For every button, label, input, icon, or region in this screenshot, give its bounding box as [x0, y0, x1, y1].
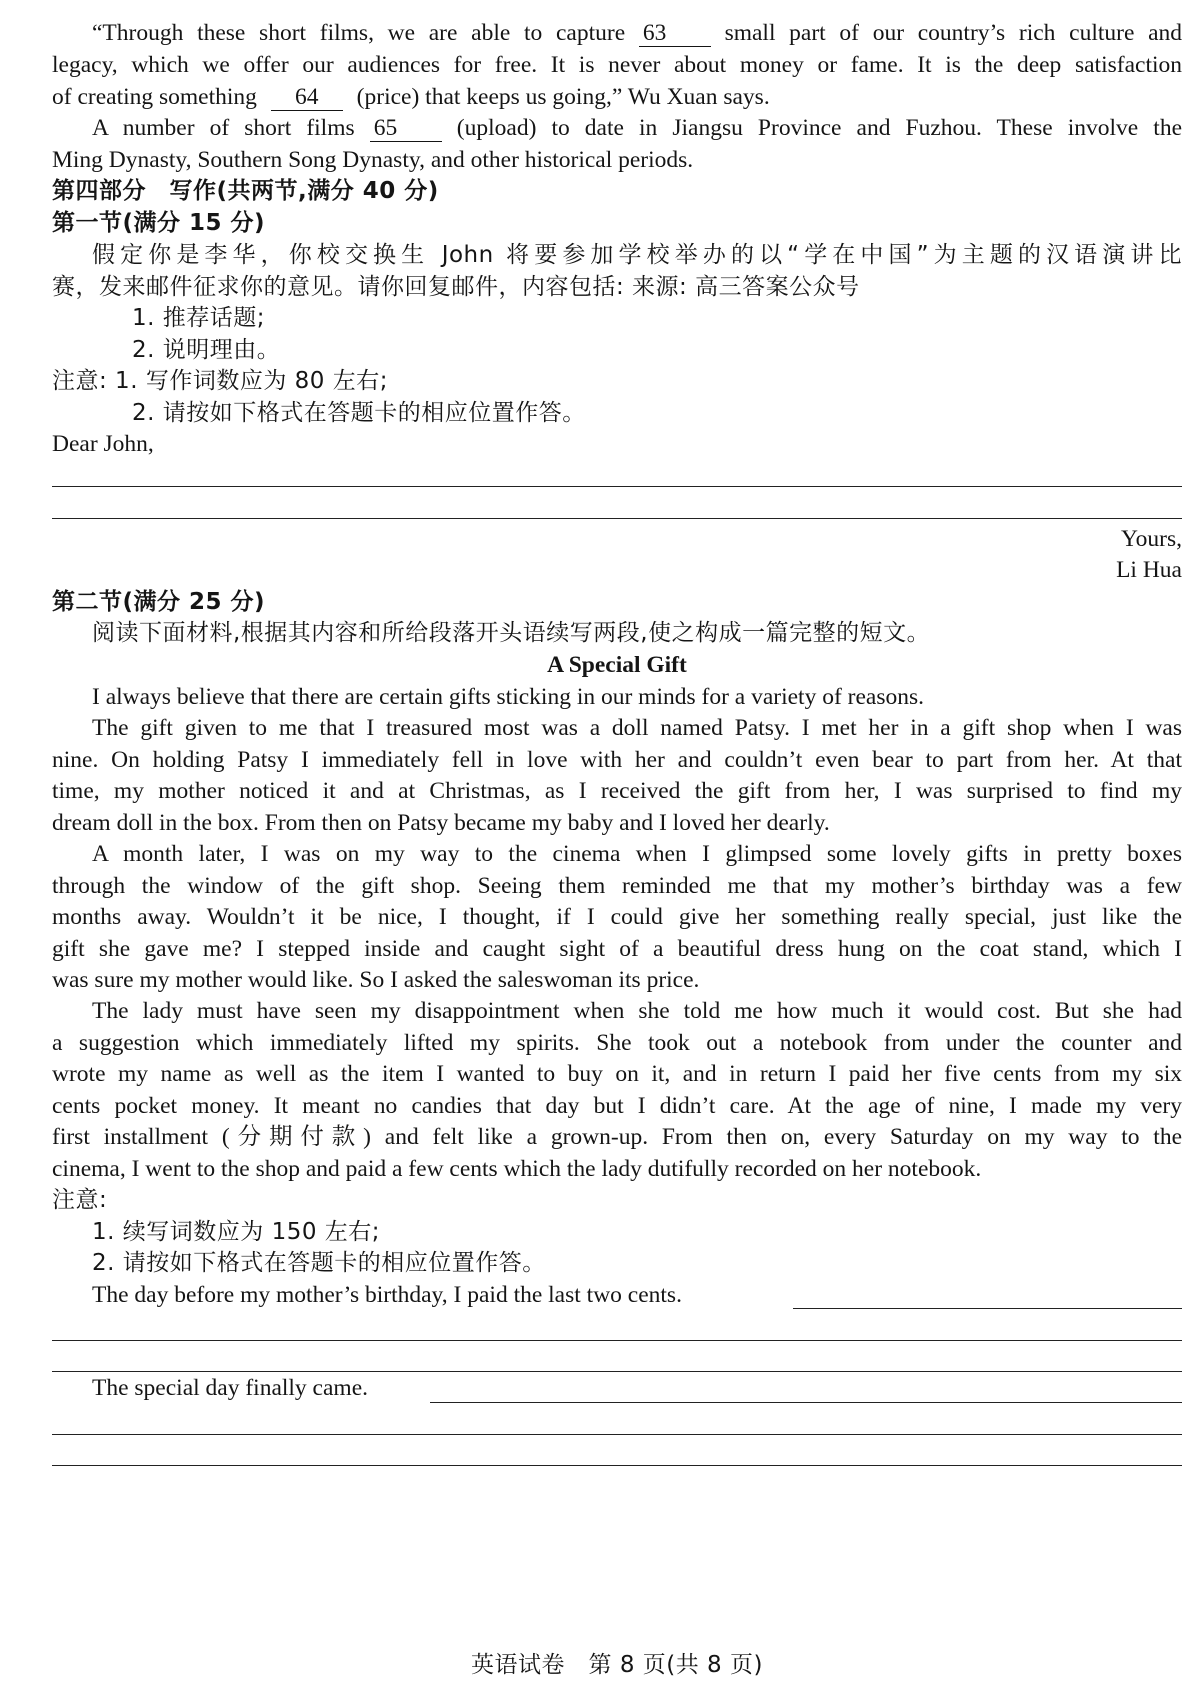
story-line: wrote my name as well as the item I wanted to buy on it, and in return I paid her five cents from my six — [52, 1061, 1182, 1087]
note-heading: 注意: — [52, 1187, 108, 1213]
story-line: The gift given to me that I treasured most was a doll named Patsy. I met her in a gift shop when I was — [92, 715, 1182, 741]
story-line: cents pocket money. It meant no candies that day but I didn’t care. At the age of nine, I made my very — [52, 1093, 1182, 1119]
passage-text: “Through these short films, we are able to capture — [92, 20, 626, 46]
signature: Li Hua — [1116, 557, 1182, 583]
closing: Yours, — [1121, 526, 1182, 552]
story-line: was sure my mother would like. So I asked the saleswoman its price. — [52, 967, 700, 993]
task-line: 假定你是李华，你校交换生 John 将要参加学校举办的以“学在中国”为主题的汉语演讲比 — [92, 242, 1182, 268]
passage-line — [52, 80, 1182, 114]
note-line: 2. 请按如下格式在答题卡的相应位置作答。 — [132, 400, 586, 426]
story-line: first installment (分期付款) and felt like a grown-up. From then on, every Saturday on my way to the — [52, 1124, 1182, 1150]
story-line: cinema, I went to the shop and paid a few cents which the lady dutifully recorded on her notebook. — [52, 1156, 982, 1182]
story-line: The lady must have seen my disappointment when she told me how much it would cost. But she had — [92, 998, 1182, 1024]
story-line: nine. On holding Patsy I immediately fell in love with her and couldn’t even bear to part from her. At that — [52, 747, 1182, 773]
story-title: A Special Gift — [547, 652, 687, 678]
answer-line — [52, 1465, 1182, 1466]
part4-heading: 第四部分 写作(共两节,满分 40 分) — [52, 178, 439, 204]
story-line: through the window of the gift shop. Seeing them reminded me that my mother’s birthday was a few — [52, 873, 1182, 899]
blank-65: 65 — [370, 115, 442, 142]
story-line: A month later, I was on my way to the cinema when I glimpsed some lovely gifts in pretty boxes — [92, 841, 1182, 867]
task-item: 2. 说明理由。 — [132, 337, 281, 363]
salutation: Dear John, — [52, 431, 154, 457]
task-line: 赛，发来邮件征求你的意见。请你回复邮件，内容包括: 来源: 高三答案公众号 — [52, 274, 860, 300]
answer-line — [430, 1402, 1182, 1403]
note-line: 1. 续写词数应为 150 左右; — [92, 1219, 381, 1245]
continuation-prompt-1: The day before my mother’s birthday, I paid the last two cents. — [92, 1282, 682, 1308]
answer-line — [52, 518, 1182, 519]
passage-text: (upload) to date in Jiangsu Province and Fuzhou. These involve the — [456, 115, 1183, 141]
blank-64: 64 — [271, 84, 343, 111]
section2-heading: 第二节(满分 25 分) — [52, 589, 266, 615]
section2-instruction: 阅读下面材料,根据其内容和所给段落开头语续写两段,使之构成一篇完整的短文。 — [92, 620, 931, 646]
passage-line — [92, 111, 1182, 145]
passage-text: small part of our country’s rich culture and — [724, 20, 1183, 46]
passage-text: (price) that keeps us going,” Wu Xuan says. — [356, 84, 770, 110]
section1-heading: 第一节(满分 15 分) — [52, 210, 266, 236]
story-line: months away. Wouldn’t it be nice, I thought, if I could give her something really special, just like the — [52, 904, 1182, 930]
answer-line — [793, 1308, 1182, 1309]
blank-63: 63 — [639, 20, 711, 47]
passage-text: A number of short films — [92, 115, 355, 141]
note-line: 2. 请按如下格式在答题卡的相应位置作答。 — [92, 1250, 546, 1276]
story-line: a suggestion which immediately lifted my spirits. She took out a notebook from under the counter and — [52, 1030, 1182, 1056]
task-item: 1. 推荐话题; — [132, 305, 266, 331]
story-line: I always believe that there are certain gifts sticking in our minds for a variety of reasons. — [92, 684, 925, 710]
story-line: dream doll in the box. From then on Patsy became my baby and I loved her dearly. — [52, 810, 830, 836]
passage-line: Ming Dynasty, Southern Song Dynasty, and other historical periods. — [52, 147, 694, 173]
note-line: 注意: 1. 写作词数应为 80 左右; — [52, 368, 388, 394]
continuation-prompt-2: The special day finally came. — [92, 1375, 368, 1401]
answer-line — [52, 486, 1182, 487]
passage-text: of creating something — [52, 84, 257, 110]
passage-line — [92, 16, 1182, 50]
answer-line — [52, 1434, 1182, 1435]
story-line: time, my mother noticed it and at Christmas, as I received the gift from her, I was surprised to find my — [52, 778, 1182, 804]
answer-line — [52, 1340, 1182, 1341]
story-line: gift she gave me? I stepped inside and caught sight of a beautiful dress hung on the coat stand, which I — [52, 936, 1182, 962]
page-footer: 英语试卷 第 8 页(共 8 页) — [471, 1652, 763, 1678]
passage-line: legacy, which we offer our audiences for free. It is never about money or fame. It is the deep satisfaction — [52, 52, 1182, 78]
